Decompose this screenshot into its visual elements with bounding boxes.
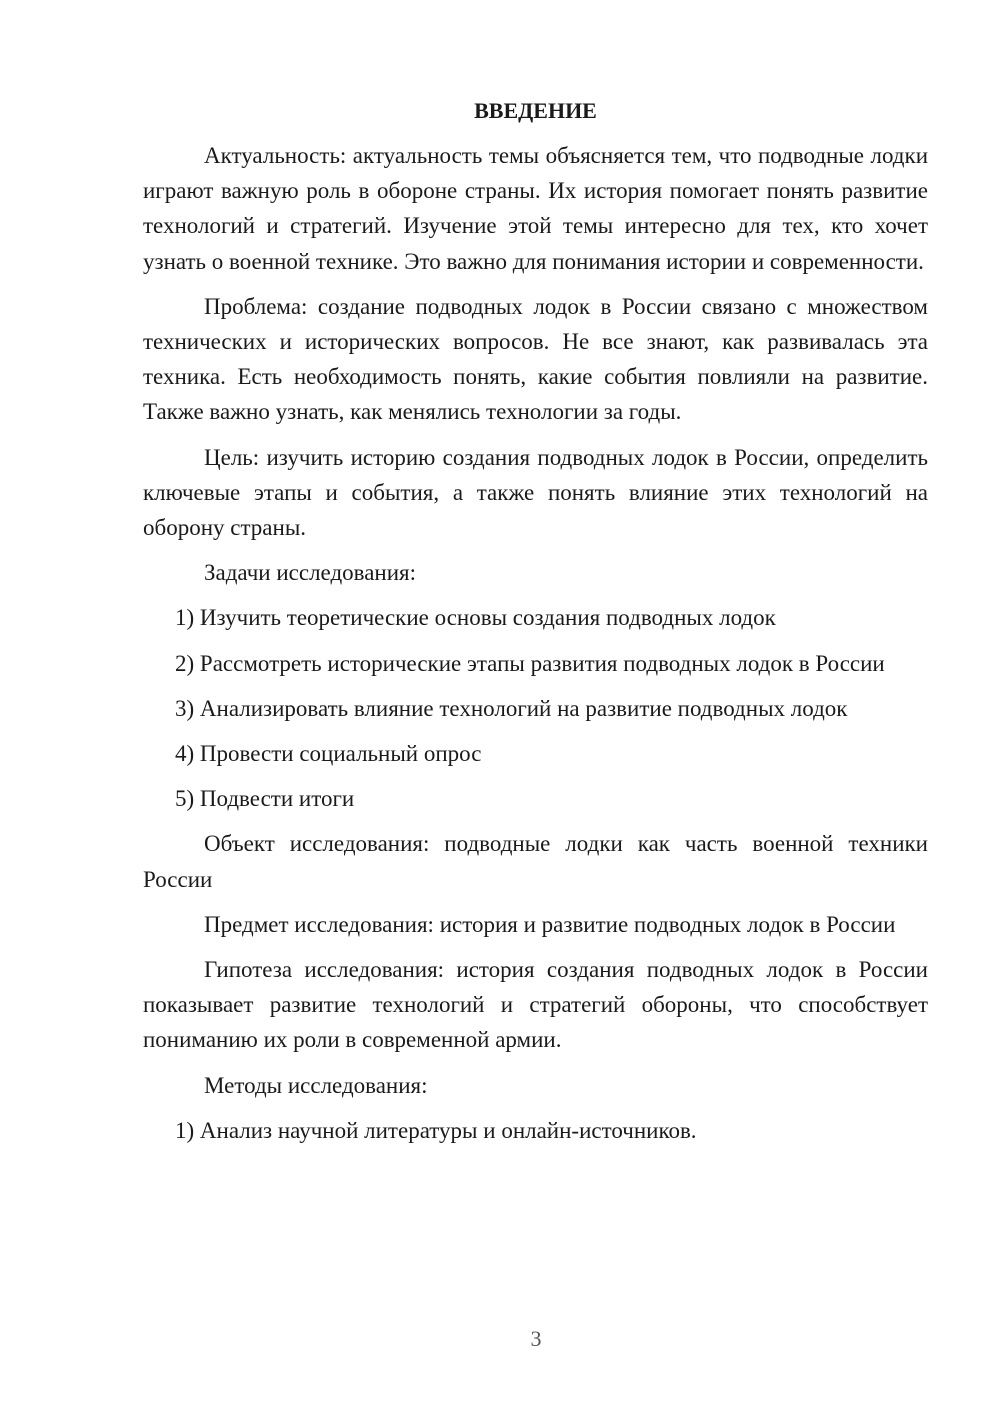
methods-heading: Методы исследования: bbox=[204, 1072, 428, 1098]
task-item-4: 4) Провести социальный опрос bbox=[175, 741, 482, 767]
paragraph-subject: Предмет исследования: история и развитие подводных лодок в России bbox=[204, 911, 896, 937]
paragraph-hypothesis: Гипотеза исследования: история создания подводных лодок в России показывает развитие технологий и стратегий обороны, что способствует пониманию их роли в современной армии. bbox=[143, 957, 928, 1053]
page-content bbox=[143, 93, 928, 1158]
tasks-heading: Задачи исследования: bbox=[204, 560, 417, 586]
task-item-2: 2) Рассмотреть исторические этапы развития подводных лодок в России bbox=[175, 650, 885, 676]
paragraph-problem: Проблема: создание подводных лодок в России связано с множеством технических и исторических вопросов. Не все знают, как развивалась эта техника. Есть необходимость понять, какие события повлияли на развитие. Также важно узнать, как менялись технологии за годы. bbox=[143, 293, 928, 425]
paragraph-relevance: Актуальность: актуальность темы объясняется тем, что подводные лодки играют важную роль в обороне страны. Их история помогает понять развитие технологий и стратегий. Изучение этой темы интересно для тех, кто хочет узнать о военной технике. Это важно для понимания истории и современности. bbox=[143, 143, 928, 274]
paragraph-goal: Цель: изучить историю создания подводных лодок в России, определить ключевые этапы и события, а также понять влияние этих технологий на оборону страны. bbox=[143, 444, 928, 541]
task-item-1: 1) Изучить теоретические основы создания подводных лодок bbox=[175, 605, 776, 631]
task-item-5: 5) Подвести итоги bbox=[175, 786, 355, 812]
method-item-1: 1) Анализ научной литературы и онлайн-источников. bbox=[175, 1117, 697, 1143]
section-title: ВВЕДЕНИЕ bbox=[474, 98, 597, 123]
task-item-3: 3) Анализировать влияние технологий на развитие подводных лодок bbox=[175, 695, 848, 721]
page-number: 3 bbox=[530, 1326, 542, 1351]
paragraph-object: Объект исследования: подводные лодки как часть военной техники России bbox=[143, 831, 928, 892]
